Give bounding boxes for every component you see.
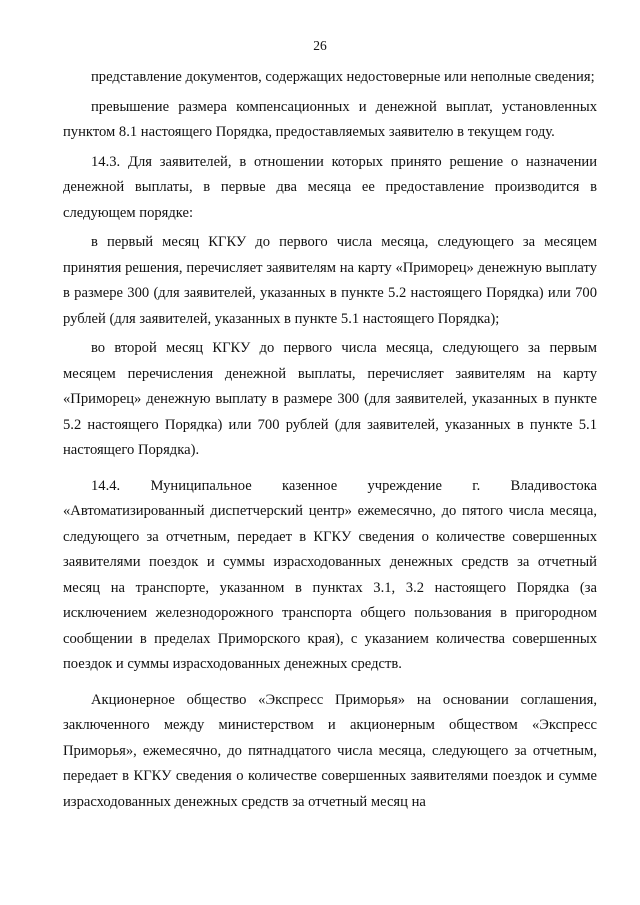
- paragraph-first-month: в первый месяц КГКУ до первого числа месяца, следующего за месяцем принятия решения, перечисляет заявителям на карту «Приморец» денежную выплату в размере 300 (для заявителей, указанных в пункте 5.2 настоящего Порядка) или 700 рублей (для заявителей, указанных в пункте 5.1 настоящего Порядка);: [63, 234, 597, 327]
- page-number: 26: [313, 38, 327, 53]
- paragraph-express-primorye: Акционерное общество «Экспресс Приморья» на основании соглашения, заключенного между министерством и акционерным обществом «Экспресс Приморья», ежемесячно, до пятнадцатого числа месяца, следующего за отчетным, передает в КГКУ сведения о количестве совершенных заявителями поездок и сумме израсходованных денежных средств за отчетный месяц на: [63, 691, 597, 810]
- document-body: [63, 65, 597, 819]
- paragraph-false-info: представление документов, содержащих недостоверные или неполные сведения;: [91, 69, 595, 85]
- paragraph-section-14-4: 14.4. Муниципальное казенное учреждение г. Владивостока «Автоматизированный диспетчерский центр» ежемесячно, до пятого числа месяца, следующего за отчетным, передает в КГКУ сведения о количестве совершенных заявителями поездок и суммы израсходованных денежных средств за отчетный месяц на транспорте, указанном в пунктах 3.1, 3.2 настоящего Порядка (за исключением железнодорожного транспорта общего пользования в пригородном сообщении в пределах Приморского края), с указанием количества совершенных поездок и суммы израсходованных денежных средств.: [63, 477, 597, 672]
- paragraph-second-month: во второй месяц КГКУ до первого числа месяца, следующего за первым месяцем перечисления денежной выплаты, перечисляет заявителям на карту «Приморец» денежную выплату в размере 300 (для заявителей, указанных в пункте 5.2 настоящего Порядка) или 700 рублей (для заявителей, указанных в пункте 5.1 настоящего Порядка).: [63, 340, 597, 458]
- paragraph-payment-excess: превышение размера компенсационных и денежной выплат, установленных пунктом 8.1 настоящего Порядка, предоставляемых заявителю в текущем году.: [63, 98, 597, 140]
- paragraph-section-14-3: 14.3. Для заявителей, в отношении которых принято решение о назначении денежной выплаты, в первые два месяца ее предоставление производится в следующем порядке:: [63, 153, 597, 221]
